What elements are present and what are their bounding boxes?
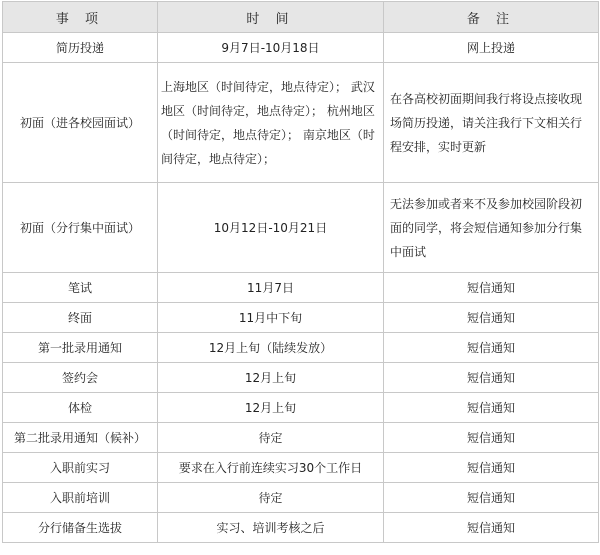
header-time: 时 间 bbox=[158, 2, 384, 33]
time-cell: 11月7日 bbox=[158, 273, 384, 303]
item-cell: 入职前培训 bbox=[3, 483, 158, 513]
item-cell: 签约会 bbox=[3, 363, 158, 393]
time-cell: 待定 bbox=[158, 423, 384, 453]
table-row bbox=[3, 423, 599, 453]
table-row bbox=[3, 33, 599, 63]
time-cell: 待定 bbox=[158, 483, 384, 513]
item-cell: 初面（进各校园面试） bbox=[3, 63, 158, 183]
time-cell: 12月上旬 bbox=[158, 393, 384, 423]
table-row bbox=[3, 513, 599, 543]
recruitment-schedule-table bbox=[2, 1, 599, 543]
table-row bbox=[3, 363, 599, 393]
time-cell: 12月上旬（陆续发放） bbox=[158, 333, 384, 363]
item-cell: 终面 bbox=[3, 303, 158, 333]
table-row bbox=[3, 453, 599, 483]
header-row bbox=[3, 2, 599, 33]
table-row bbox=[3, 303, 599, 333]
item-cell: 分行储备生选拔 bbox=[3, 513, 158, 543]
item-cell: 初面（分行集中面试） bbox=[3, 183, 158, 273]
time-cell: 10月12日-10月21日 bbox=[158, 183, 384, 273]
table-row bbox=[3, 333, 599, 363]
time-cell: 上海地区（时间待定，地点待定）； 武汉地区（时间待定，地点待定）； 杭州地区（时间待定，地点待定）； 南京地区（时间待定，地点待定）； bbox=[158, 63, 384, 183]
item-cell: 简历投递 bbox=[3, 33, 158, 63]
item-cell: 第一批录用通知 bbox=[3, 333, 158, 363]
table-body bbox=[3, 33, 599, 543]
note-cell: 短信通知 bbox=[384, 303, 599, 333]
note-cell: 短信通知 bbox=[384, 333, 599, 363]
table-row bbox=[3, 393, 599, 423]
item-cell: 入职前实习 bbox=[3, 453, 158, 483]
table-row bbox=[3, 63, 599, 183]
header-note: 备 注 bbox=[384, 2, 599, 33]
time-cell: 9月7日-10月18日 bbox=[158, 33, 384, 63]
table-row bbox=[3, 183, 599, 273]
header-item: 事 项 bbox=[3, 2, 158, 33]
note-cell: 短信通知 bbox=[384, 273, 599, 303]
note-cell: 网上投递 bbox=[384, 33, 599, 63]
item-cell: 第二批录用通知（候补） bbox=[3, 423, 158, 453]
time-cell: 实习、培训考核之后 bbox=[158, 513, 384, 543]
item-cell: 笔试 bbox=[3, 273, 158, 303]
table-header bbox=[3, 2, 599, 33]
time-cell: 要求在入行前连续实习30个工作日 bbox=[158, 453, 384, 483]
table-row bbox=[3, 273, 599, 303]
note-cell: 短信通知 bbox=[384, 513, 599, 543]
time-cell: 11月中下旬 bbox=[158, 303, 384, 333]
time-cell: 12月上旬 bbox=[158, 363, 384, 393]
table-row bbox=[3, 483, 599, 513]
note-cell: 短信通知 bbox=[384, 453, 599, 483]
note-cell: 短信通知 bbox=[384, 363, 599, 393]
note-cell: 短信通知 bbox=[384, 393, 599, 423]
item-cell: 体检 bbox=[3, 393, 158, 423]
note-cell: 在各高校初面期间我行将设点接收现场简历投递，请关注我行下文相关行程安排，实时更新 bbox=[384, 63, 599, 183]
note-cell: 无法参加或者来不及参加校园阶段初面的同学，将会短信通知参加分行集中面试 bbox=[384, 183, 599, 273]
note-cell: 短信通知 bbox=[384, 423, 599, 453]
note-cell: 短信通知 bbox=[384, 483, 599, 513]
